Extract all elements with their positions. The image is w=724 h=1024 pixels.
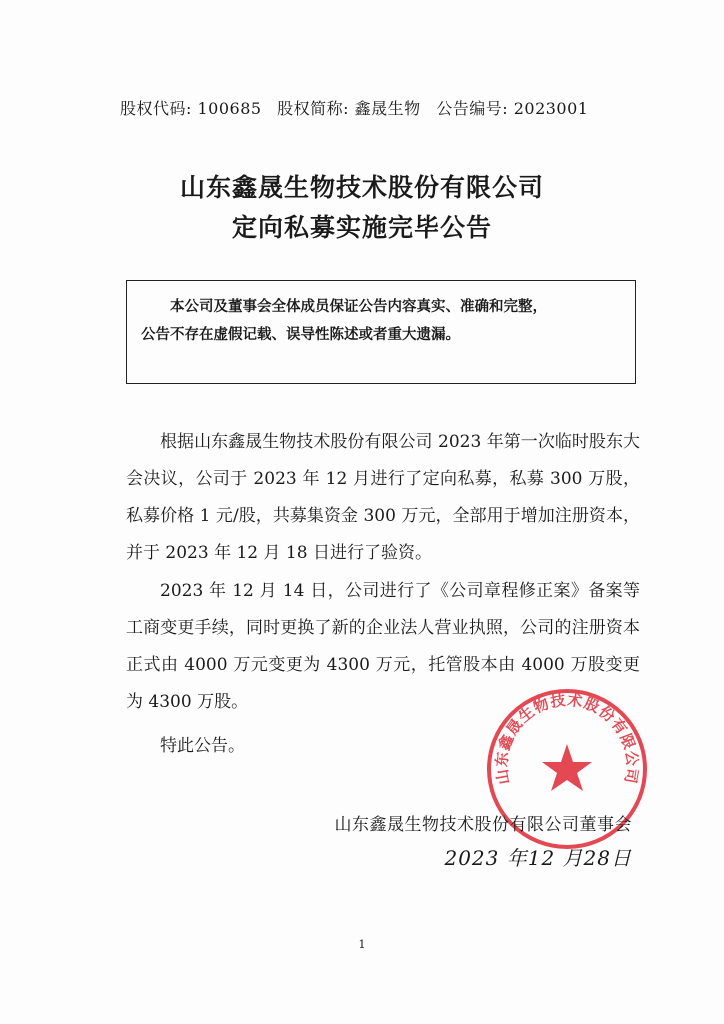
disclaimer-line-2: 公告不存在虚假记载、误导性陈述或者重大遗漏。 [141,327,460,343]
announcement-number: 公告编号: 2023001 [436,99,589,118]
stock-name: 股权简称: 鑫晟生物 [277,99,421,118]
issuer-signature: 山东鑫晟生物技术股份有限公司董事会 [334,815,632,835]
page-number: 1 [358,938,366,951]
body-paragraph-1: 根据山东鑫晟生物技术股份有限公司 2023 年第一次临时股东大会决议，公司于 2023 年 12 月进行了定向私募，私募 300 万股，私募价格 1 元/股，共募集资金 300 万元，全部用于增加注册资本，并于 2023 年 12 月 18 日进行了验资。 [126,432,640,563]
company-title: 山东鑫晟生物技术股份有限公司 [179,173,544,202]
disclaimer-box [126,280,636,384]
disclaimer-line-1: 本公司及董事会全体成员保证公告内容真实、准确和完整， [170,299,547,315]
body-paragraph-2: 2023 年 12 月 14 日，公司进行了《公司章程修正案》备案等工商变更手续，同时更换了新的企业法人营业执照，公司的注册资本正式由 4000 万元变更为 4300 万元，托管股本由 4000 万股变更为 4300 万股。 [126,581,640,712]
announcement-title: 定向私募实施完毕公告 [231,213,492,242]
stock-code: 股权代码: 100685 [120,99,262,118]
announcement-header [120,96,640,119]
body-paragraph-3: 特此公告。 [160,736,245,756]
seal-text: 山东鑫晟生物技术股份有限公司 [492,690,642,786]
signature-date: 2023 年12 月28日 [444,846,632,870]
